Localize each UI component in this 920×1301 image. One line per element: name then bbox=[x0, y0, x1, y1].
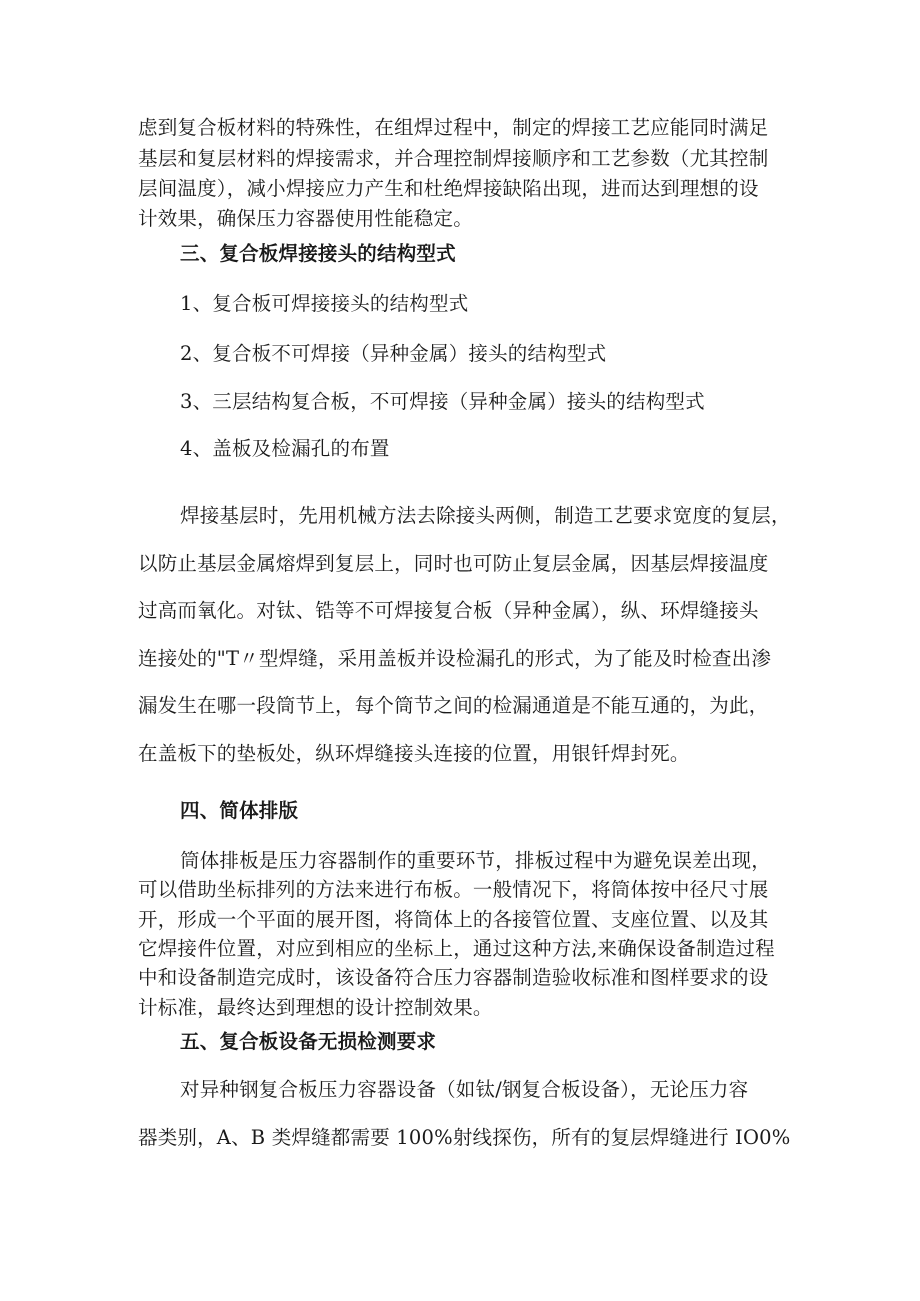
paragraph-line: 焊接基层时，先用机械方法去除接头两侧，制造工艺要求宽度的复层， bbox=[180, 504, 791, 527]
paragraph-line: 以防止基层金属熔焊到复层上，同时也可防止复层金属，因基层焊接温度 bbox=[138, 552, 769, 575]
paragraph-line: 它焊接件位置，对应到相应的坐标上，通过这种方法,来确保设备制造过程 bbox=[138, 937, 775, 960]
paragraph-line: 计标准，最终达到理想的设计控制效果。 bbox=[138, 996, 493, 1019]
list-item: 4、盖板及检漏孔的布置 bbox=[180, 437, 390, 460]
list-item: 2、复合板不可焊接（异种金属）接头的结构型式 bbox=[180, 342, 607, 365]
paragraph-line: 器类别，A、B 类焊缝都需要 100%射线探伤，所有的复层焊缝进行 IO0% bbox=[138, 1126, 791, 1149]
paragraph-line: 层间温度），减小焊接应力产生和杜绝焊接缺陷出现，进而达到理想的设 bbox=[138, 177, 759, 200]
paragraph-line: 过高而氧化。对钛、锆等不可焊接复合板（异种金属），纵、环焊缝接头 bbox=[138, 599, 759, 622]
paragraph-line: 漏发生在哪一段筒节上，每个筒节之间的检漏通道是不能互通的，为此， bbox=[138, 694, 769, 717]
paragraph-line: 虑到复合板材料的特殊性，在组焊过程中，制定的焊接工艺应能同时满足 bbox=[138, 116, 769, 139]
section-heading: 五、复合板设备无损检测要求 bbox=[180, 1030, 437, 1053]
paragraph-line: 可以借助坐标排列的方法来进行布板。一般情况下，将筒体按中径尺寸展 bbox=[138, 878, 769, 901]
paragraph-line: 连接处的"T〃型焊缝，采用盖板并设检漏孔的形式，为了能及时检查出渗 bbox=[138, 647, 772, 670]
paragraph-line: 基层和复层材料的焊接需求，并合理控制焊接顺序和工艺参数（尤其控制 bbox=[138, 147, 769, 170]
section-heading: 三、复合板焊接接头的结构型式 bbox=[180, 242, 456, 265]
paragraph-line: 筒体排板是压力容器制作的重要环节，排板过程中为避免误差出现， bbox=[180, 849, 772, 872]
paragraph-line: 开，形成一个平面的展开图，将筒体上的各接管位置、支座位置、以及其 bbox=[138, 908, 769, 931]
paragraph-line: 在盖板下的垫板处，纵环焊缝接头连接的位置，用银钎焊封死。 bbox=[138, 742, 690, 765]
paragraph-line: 计效果，确保压力容器使用性能稳定。 bbox=[138, 207, 473, 230]
paragraph-line: 对异种钢复合板压力容器设备（如钛/钢复合板设备），无论压力容 bbox=[180, 1078, 749, 1101]
list-item: 1、复合板可焊接接头的结构型式 bbox=[180, 292, 469, 315]
paragraph-line: 中和设备制造完成时，该设备符合压力容器制造验收标准和图样要求的设 bbox=[138, 966, 769, 989]
section-heading: 四、简体排版 bbox=[180, 799, 299, 822]
list-item: 3、三层结构复合板，不可焊接（异种金属）接头的结构型式 bbox=[180, 390, 705, 413]
